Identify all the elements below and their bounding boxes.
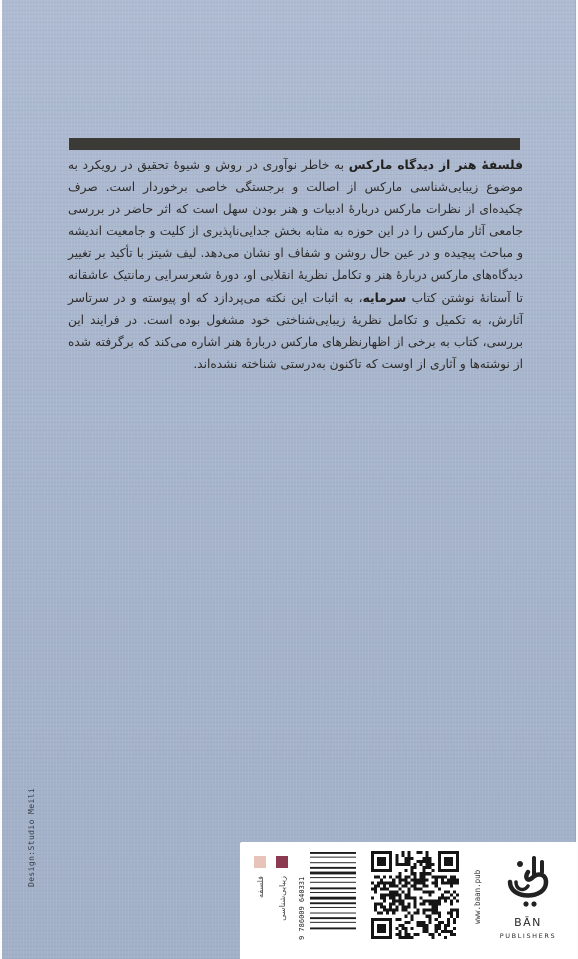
barcode-bar	[310, 877, 356, 878]
publisher-logo	[486, 848, 570, 952]
barcode-bar	[310, 882, 356, 883]
category-label: زیبایی‌شناسی	[277, 876, 287, 921]
barcode-bar	[310, 907, 356, 908]
barcode-bar	[310, 887, 356, 889]
publisher-website: www.baan.pub	[473, 869, 482, 925]
header-rule	[69, 138, 520, 150]
category-tag-philosophy	[250, 856, 270, 898]
barcode-bar	[310, 867, 356, 869]
category-tag-aesthetics	[272, 856, 292, 921]
ban-publisher-logo-icon	[502, 852, 554, 908]
cover-blurb	[68, 154, 523, 375]
category-label: فلسفه	[255, 876, 265, 898]
barcode-bar	[310, 862, 356, 863]
barcode-bar	[310, 852, 356, 854]
book-back-cover	[2, 0, 576, 959]
isbn-digits: 9 786009 640331	[298, 876, 306, 940]
barcode-bar	[310, 872, 356, 875]
blurb-book-title: سرمایه	[362, 290, 407, 305]
barcode-bar	[310, 897, 356, 900]
category-swatch	[254, 856, 266, 868]
qr-code-icon	[371, 851, 459, 939]
barcode-bar	[310, 927, 356, 929]
barcode-bar	[310, 913, 356, 914]
category-swatch	[276, 856, 288, 868]
barcode-icon	[298, 848, 360, 944]
blurb-text-part-2: ، به اثبات این نکته می‌پردازد که او پیوسته و در سرتاسر آثارش، به تکمیل و تکامل نظریهٔ زیبایی‌شناختی خود مشغول بوده است. در فرایند این بررسی، کتاب به برخی از اظهارنظرهای مارکس دربارهٔ هنر اشاره می‌کند که برگرفته شده از نوشته‌ها و آثاری از اوست که تاکنون به‌درستی شناخته نشده‌اند.	[68, 290, 523, 371]
publisher-name: BĀN	[514, 916, 542, 929]
publisher-subtitle: PUBLISHERS	[499, 932, 557, 940]
barcode-bar	[310, 857, 356, 858]
blurb-text-part-1: به خاطر نوآوری در روش و شیوهٔ تحقیق در رویکرد به موضوع زیبایی‌شناسی مارکس از اصالت و برجستگی خاصی برخوردار است. صرف چکیده‌ای از نظرات مارکس دربارهٔ ادبیات و هنر بودن سهل است که اثر حاضر در بررسی جامعی آثار مارکس را در این حوزه به مثابه بخش جدایی‌ناپذیری از کلیت و جامعیت اندیشه و مباحث پیچیده و در عین حال روشن و شفاف او نشان می‌دهد. لیف شیتز با تأکید بر تغییر دیدگاه‌های مارکس دربارهٔ هنر و تکامل نظریهٔ انقلابی او، دورهٔ شعرسرایی رمانتیک عاشقانه تا آستانهٔ نوشتن کتاب	[68, 158, 523, 305]
design-credit: Design:Studio Meili	[27, 787, 36, 887]
barcode-bar	[310, 922, 356, 923]
barcode-bar	[310, 917, 356, 919]
barcode-bar	[310, 902, 356, 904]
publisher-info-panel	[240, 842, 577, 959]
barcode-bar	[310, 892, 356, 893]
blurb-title: فلسفهٔ هنر از دیدگاه مارکس	[348, 158, 524, 172]
